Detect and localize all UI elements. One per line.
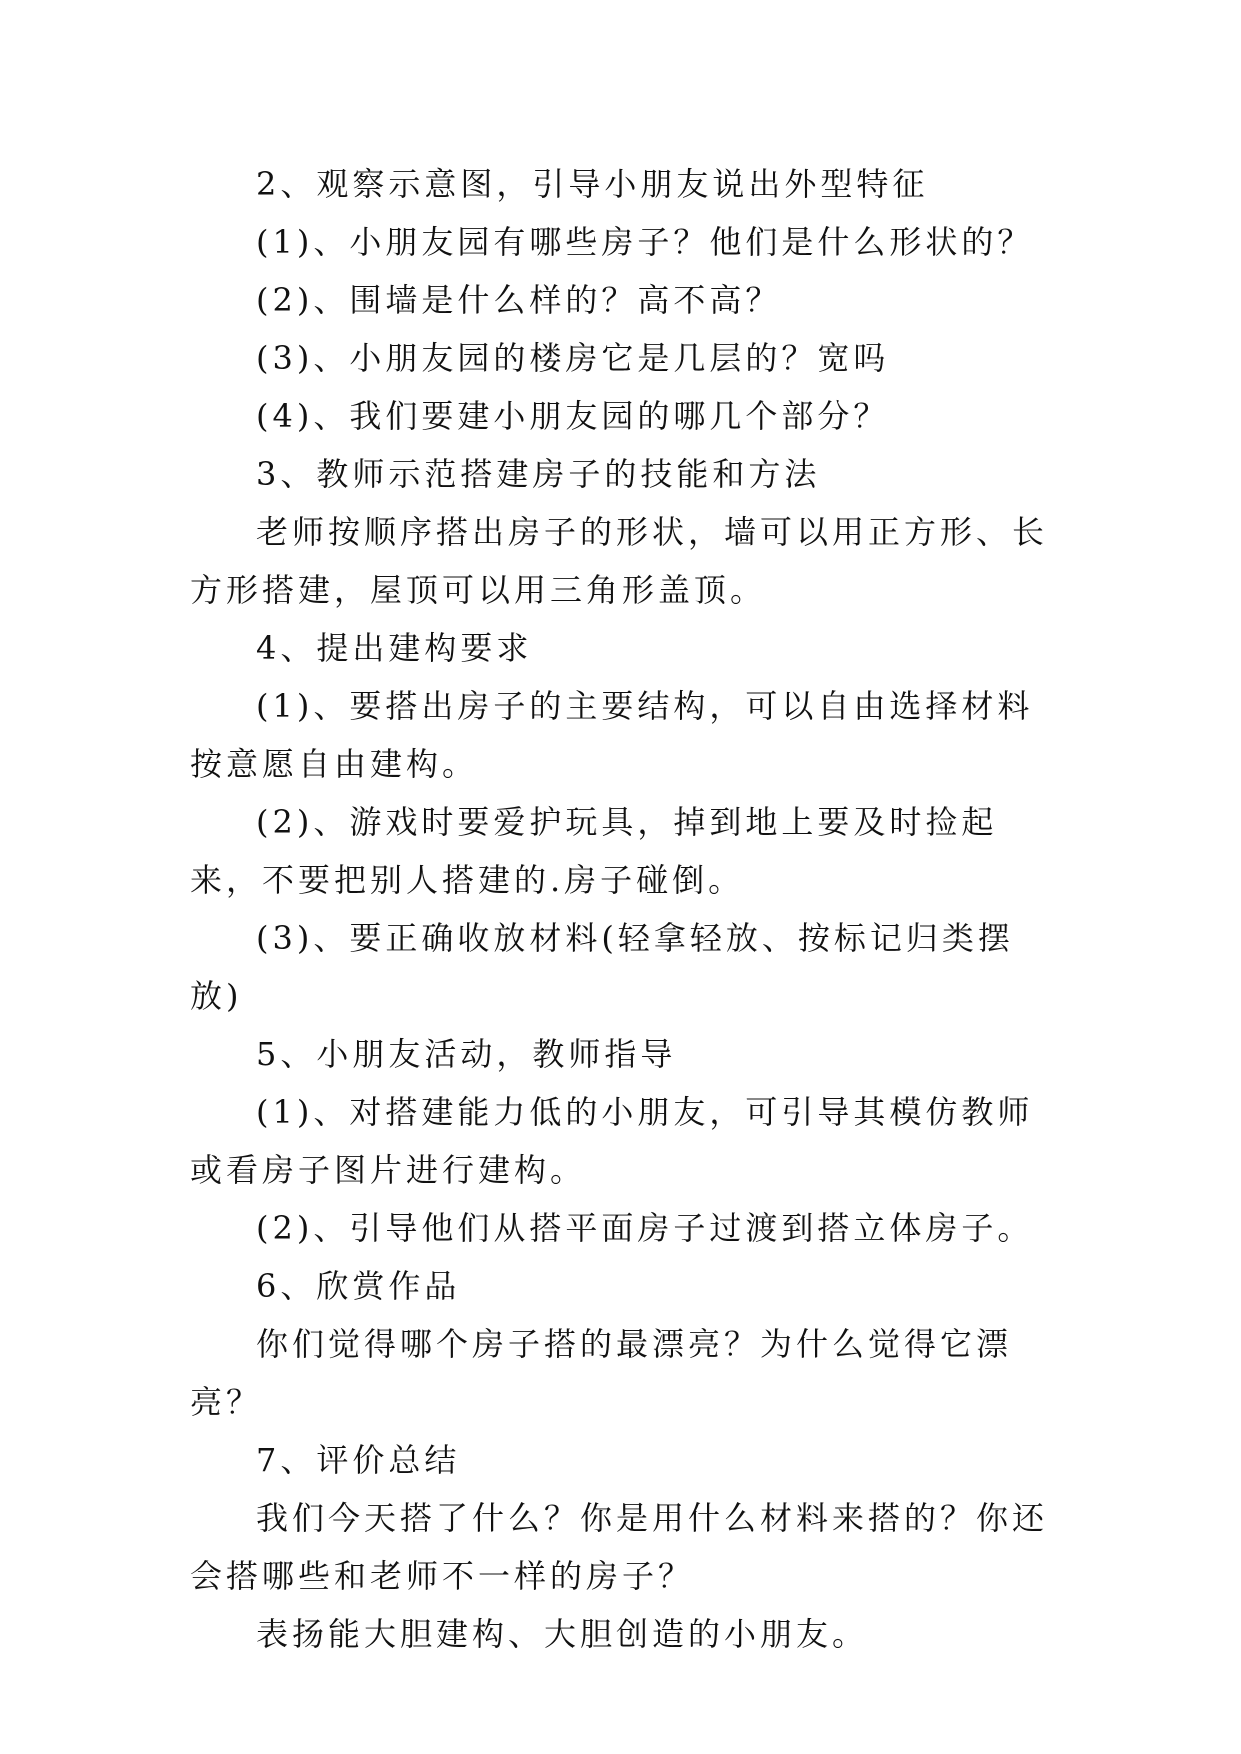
step-4-item-3: (3)、要正确收放材料(轻拿轻放、按标记归类摆放) [190,919,1014,1015]
step-3-paragraph: 老师按顺序搭出房子的形状，墙可以用正方形、长方形搭建，屋顶可以用三角形盖顶。 [190,513,1049,609]
document-body [190,155,1055,1663]
step-2-item-3: (3)、小朋友园的楼房它是几层的？宽吗 [256,339,890,377]
step-4-heading: 4、提出建构要求 [256,629,533,667]
step-6-heading: 6、欣赏作品 [256,1267,461,1305]
step-7-paragraph-2: 表扬能大胆建构、大胆创造的小朋友。 [256,1615,869,1653]
step-6-paragraph: 你们觉得哪个房子搭的最漂亮？为什么觉得它漂亮？ [190,1325,1013,1421]
step-7-heading: 7、评价总结 [256,1441,461,1479]
step-2-item-4: (4)、我们要建小朋友园的哪几个部分？ [256,397,890,435]
step-7-paragraph-1: 我们今天搭了什么？你是用什么材料来搭的？你还会搭哪些和老师不一样的房子？ [190,1499,1049,1595]
step-5-heading: 5、小朋友活动，教师指导 [256,1035,677,1073]
step-5-item-2: (2)、引导他们从搭平面房子过渡到搭立体房子。 [256,1209,1034,1247]
step-4-item-1: (1)、要搭出房子的主要结构，可以自由选择材料按意愿自由建构。 [190,687,1034,783]
step-5-item-1: (1)、对搭建能力低的小朋友，可引导其模仿教师或看房子图片进行建构。 [190,1093,1034,1189]
step-3-heading: 3、教师示范搭建房子的技能和方法 [256,455,821,493]
step-2-item-2: (2)、围墙是什么样的？高不高？ [256,281,782,319]
step-2-item-1: (1)、小朋友园有哪些房子？他们是什么形状的？ [256,223,1034,261]
step-4-item-2: (2)、游戏时要爱护玩具，掉到地上要及时捡起来，不要把别人搭建的.房子碰倒。 [190,803,998,899]
step-2-heading: 2、观察示意图，引导小朋友说出外型特征 [256,165,929,203]
